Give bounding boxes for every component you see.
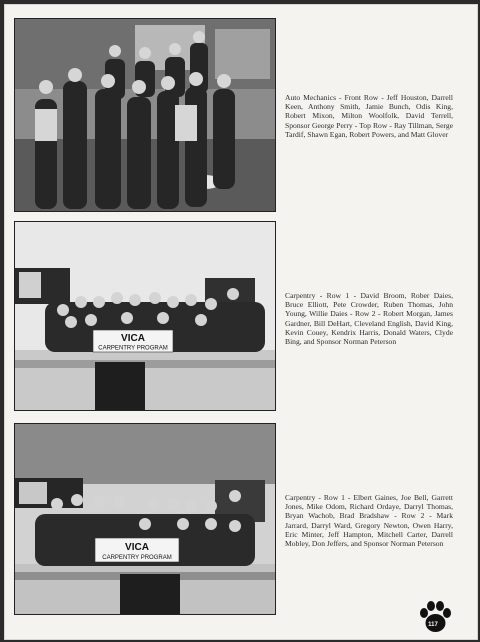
auto-mechanics-caption: Auto Mechanics - Front Row - Jeff Houston, Darrell Keen, Anthony Smith, Jamie Bunch, Odis King, Robert Mixon, Milton Woolfolk, David Terrell, Sponsor George Perry - Top Row - Ray Tillman, Serge Tardif, Shawn Egan, Robert Powers, and Matt Glover [285, 93, 453, 139]
auto-mechanics-photo [14, 18, 276, 212]
carpentry-photo-2 [14, 423, 276, 615]
paw-print-icon [418, 601, 452, 633]
banner-title: VICA [125, 542, 149, 553]
yearbook-page [4, 4, 478, 640]
banner-title: VICA [121, 333, 145, 344]
banner-subtitle: CARPENTRY PROGRAM [98, 345, 168, 352]
banner-subtitle: CARPENTRY PROGRAM [102, 555, 172, 561]
carpentry-caption-1: Carpentry - Row 1 - David Broom, Rober Daies, Bruce Elliott, Pete Crowder, Ruben Thomas, John Young, Willie Daies - Row 2 - Robert Morgan, James Gardner, Bill DeHart, Cleveland English, David King, Kevin Couey, Kendrix Harris, Donald Waters, Clyde Bing, and Sponsor Norman Peterson [285, 291, 453, 347]
page-number: 117 [428, 622, 438, 628]
carpentry-photo-1 [14, 221, 276, 411]
carpentry-caption-2: Carpentry - Row 1 - Elbert Gaines, Joe Bell, Garrett Jones, Mike Odom, Richard Ordaye, Darryl Thomas, Bryan Wachob, Brad Bradshaw - Row 2 - Mark Jarrard, Darryl Ward, Gregory Newton, Owen Harry, Eric Minter, Jeff Hampton, Mitchell Carter, Darrell Mobley, Don Jeffers, and Sponsor Norman Peterson [285, 493, 453, 549]
